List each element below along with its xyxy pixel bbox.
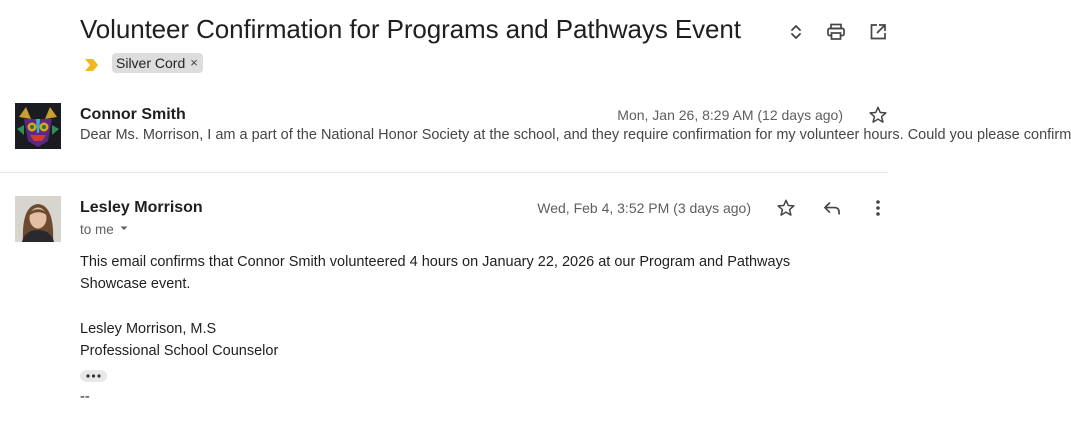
show-trimmed-content-button[interactable] (80, 370, 107, 382)
label-chip-silver-cord[interactable] (112, 53, 203, 73)
message-snippet[interactable]: Dear Ms. Morrison, I am a part of the National Honor Society at the school, and they require confirmation for my volunteer hours. Could you please confirm (80, 127, 1071, 143)
reply-icon[interactable] (820, 197, 844, 219)
email-subject: Volunteer Confirmation for Programs and Pathways Event (80, 14, 741, 44)
signature-name: Lesley Morrison, M.S (80, 321, 217, 337)
chevron-down-icon (118, 222, 130, 237)
star-icon[interactable] (866, 104, 890, 126)
star-icon[interactable] (774, 197, 798, 219)
signature-title: Professional School Counselor (80, 343, 279, 359)
avatar-lesley-morrison (15, 196, 61, 242)
signature-separator: -- (80, 389, 90, 405)
more-options-icon[interactable] (868, 197, 888, 219)
message-date: Mon, Jan 26, 8:29 AM (12 days ago) (617, 107, 843, 123)
message-date: Wed, Feb 4, 3:52 PM (3 days ago) (537, 200, 751, 216)
recipient-details-toggle[interactable] (80, 222, 130, 237)
message-body-paragraph: This email confirms that Connor Smith volunteered 4 hours on January 22, 2026 at our Program and Pathways Showcase event. (80, 254, 791, 292)
recipient-label: to me (80, 222, 114, 237)
important-marker-icon[interactable] (84, 58, 100, 77)
avatar-connor-smith (15, 103, 61, 149)
print-icon[interactable] (824, 20, 848, 44)
message-divider (0, 172, 888, 173)
label-chip-text: Silver Cord (116, 55, 186, 71)
sender-name[interactable]: Connor Smith (80, 106, 186, 123)
open-in-new-window-icon[interactable] (866, 20, 890, 44)
sender-name[interactable]: Lesley Morrison (80, 199, 203, 216)
expand-collapse-icon[interactable] (784, 20, 808, 44)
remove-label-icon[interactable]: × (190, 55, 198, 70)
